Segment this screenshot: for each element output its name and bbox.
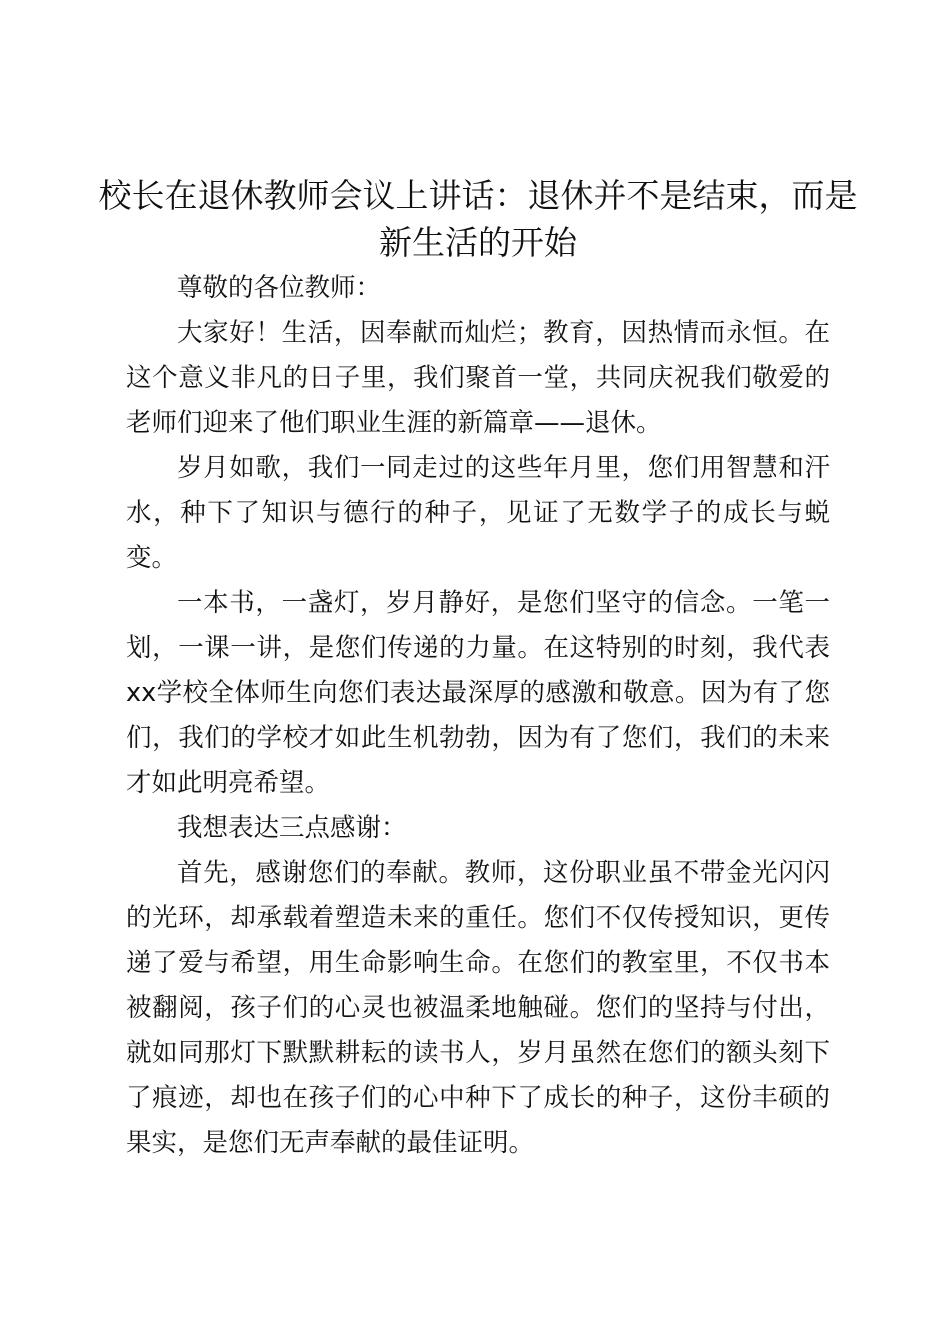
paragraph-first-thanks: 首先，感谢您们的奉献。教师，这份职业虽不带金光闪闪的光环，却承载着塑造未来的重任。您们不仅传授知识，更传递了爱与希望，用生命影响生命。在您们的教室里，不仅书本被翻阅，孩子们的心灵也被温柔地触碰。您们的坚持与付出，就如同那灯下默默耕耘的读书人，岁月虽然在您们的额头刻下了痕迹，却也在孩子们的心中种下了成长的种子，这份丰硕的果实，是您们无声奉献的最佳证明。: [126, 858, 830, 1158]
paragraph-three-thanks: 我想表达三点感谢：: [177, 813, 407, 843]
document-title: 校长在退休教师会议上讲话：退休并不是结束，而是新生活的开始: [98, 176, 858, 262]
paragraph-greeting: 大家好！生活，因奉献而灿烂；教育，因热情而永恒。在这个意义非凡的日子里，我们聚首一堂，共同庆祝我们敬爱的老师们迎来了他们职业生涯的新篇章——退休。: [126, 318, 830, 438]
document-page: [98, 172, 858, 1166]
paragraph-years: 岁月如歌，我们一同走过的这些年月里，您们用智慧和汗水，种下了知识与德行的种子，见证了无数学子的成长与蜕变。: [126, 453, 830, 573]
salutation: 尊敬的各位教师：: [177, 273, 382, 303]
paragraph-gratitude: 一本书，一盏灯，岁月静好，是您们坚守的信念。一笔一划，一课一讲，是您们传递的力量。在这特别的时刻，我代表xx学校全体师生向您们表达最深厚的感激和敬意。因为有了您们，我们的学校才如此生机勃勃，因为有了您们，我们的未来才如此明亮希望。: [126, 588, 830, 798]
